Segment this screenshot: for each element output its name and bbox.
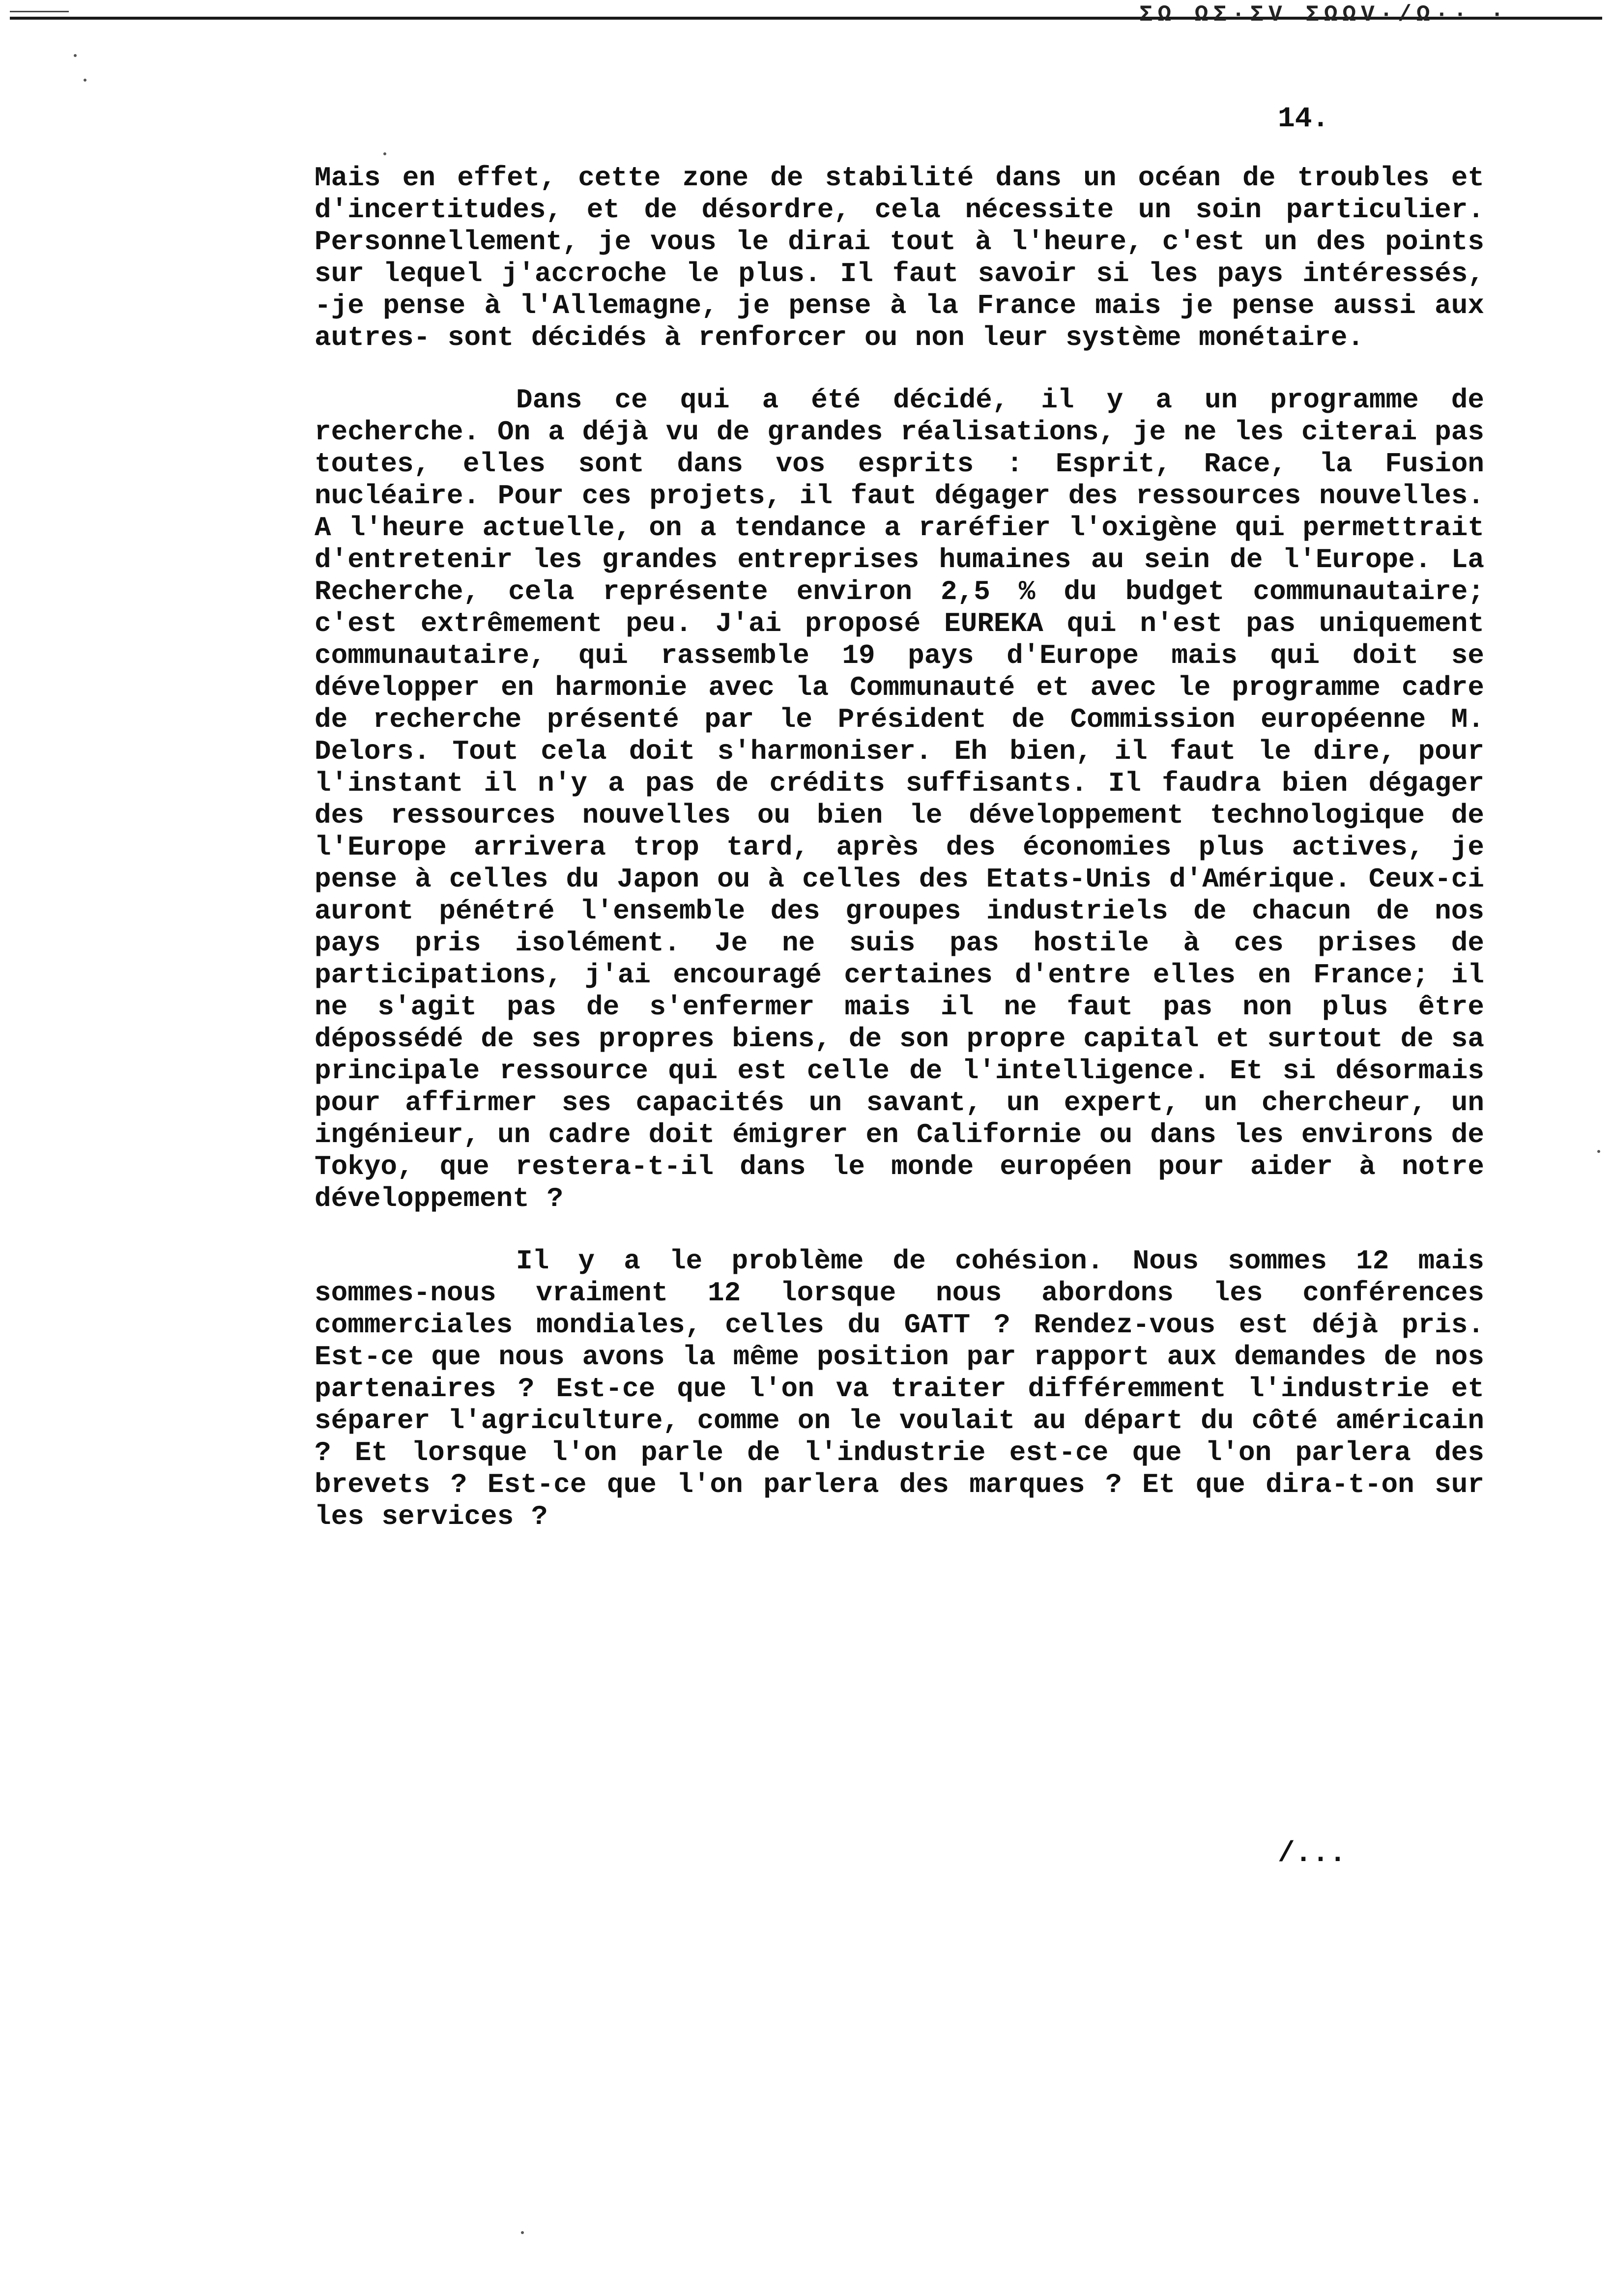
header-marks: ΣΩ ΩΣ·ΣV ΣΩΩV·/Ω·· · [1139, 2, 1509, 28]
document-body [315, 162, 1484, 1533]
scan-speck [84, 79, 86, 82]
paragraph-3: Il y a le problème de cohésion. Nous sommes 12 mais sommes-nous vraiment 12 lorsque nous abordons les conférences commerciales mondiales, celles du GATT ? Rendez-vous est déjà pris. Est-ce que nous avons la même position par rapport aux demandes de nos partenaires ? Est-ce que l'on va traiter différemment l'industrie et séparer l'agriculture, comme on le voulait au départ du côté américain ? Et lorsque l'on parle de l'industrie est-ce que l'on parlera des brevets ? Est-ce que l'on parlera des marques ? Et que dira-t-on sur les services ? [315, 1245, 1484, 1532]
page-number: 14. [1278, 103, 1329, 135]
scan-speck [1597, 1150, 1600, 1153]
continuation-mark: /... [1278, 1838, 1347, 1870]
header-rule-fragment [10, 11, 69, 12]
scan-speck [74, 54, 77, 57]
scan-speck [521, 2231, 524, 2234]
paragraph-1: Mais en effet, cette zone de stabilité dans un océan de troubles et d'incertitudes, et de désordre, cela nécessite un soin particulier. Personnellement, je vous le dirai tout à l'heure, c'est un des points sur lequel j'accroche le plus. Il faut savoir si les pays intéressés, -je pense à l'Allemagne, je pense à la France mais je pense aussi aux autres- sont décidés à renforcer ou non leur système monétaire. [315, 162, 1484, 353]
paragraph-2: Dans ce qui a été décidé, il y a un programme de recherche. On a déjà vu de grandes réalisations, je ne les citerai pas toutes, elles sont dans vos esprits : Esprit, Race, la Fusion nucléaire. Pour ces projets, il faut dégager des ressources nouvelles. A l'heure actuelle, on a tendance a raréfier l'oxigène qui permettrait d'entretenir les grandes entreprises humaines au sein de l'Europe. La Recherche, cela représente environ 2,5 % du budget communautaire; c'est extrêmement peu. J'ai proposé EUREKA qui n'est pas uniquement communautaire, qui rassemble 19 pays d'Europe mais qui doit se développer en harmonie avec la Communauté et avec le programme cadre de recherche présenté par le Président de Commission européenne M. Delors. Tout cela doit s'harmoniser. Eh bien, il faut le dire, pour l'instant il n'y a pas de crédits suffisants. Il faudra bien dégager des ressources nouvelles ou bien le développement technologique de l'Europe arrivera trop tard, après des économies plus actives, je pense à celles du Japon ou à celles des Etats-Unis d'Amérique. Ceux-ci auront pénétré l'ensemble des groupes industriels de chacun de nos pays pris isolément. Je ne suis pas hostile à ces prises de participations, j'ai encouragé certaines d'entre elles en France; il ne s'agit pas de s'enfermer mais il ne faut pas non plus être dépossédé de ses propres biens, de son propre capital et surtout de sa principale ressource qui est celle de l'intelligence. Et si désormais pour affirmer ses capacités un savant, un expert, un chercheur, un ingénieur, un cadre doit émigrer en Californie ou dans les environs de Tokyo, que restera-t-il dans le monde européen pour aider à notre développement ? [315, 384, 1484, 1214]
scan-speck [383, 152, 386, 155]
